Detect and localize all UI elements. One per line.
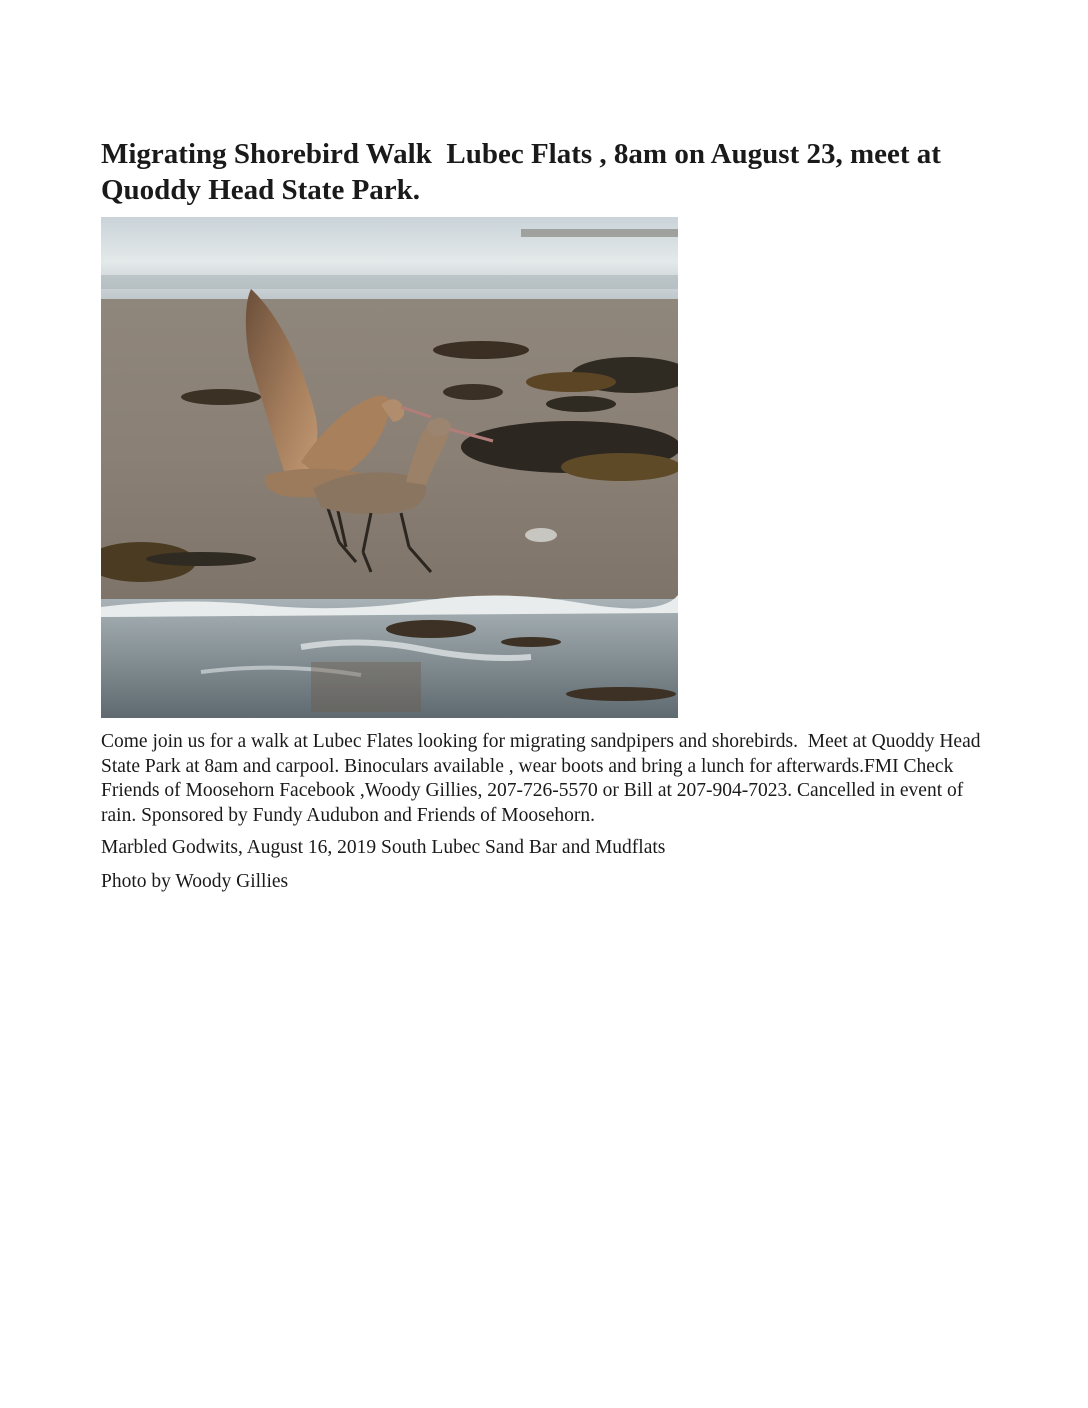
photo-caption: Marbled Godwits, August 16, 2019 South Lubec Sand Bar and Mudflats — [101, 837, 666, 858]
marbled-godwits-photo — [101, 217, 678, 718]
page-title: Migrating Shorebird Walk Lubec Flats , 8am on August 23, meet at Quoddy Head State Park. — [101, 138, 949, 206]
photo-credit: Photo by Woody Gillies — [101, 871, 289, 892]
event-description: Come join us for a walk at Lubec Flates looking for migrating sandpipers and shorebirds. Meet at Quoddy Head State Park at 8am and carpool. Binoculars available , wear boots and bring a lunch for afterwards.FMI Check Friends of Moosehorn Facebook ,Woody Gillies, 207-726-5570 or Bill at 207-904-7023. Cancelled in event of rain. Sponsored by Fundy Audubon and Friends of Moosehorn. — [101, 731, 986, 826]
